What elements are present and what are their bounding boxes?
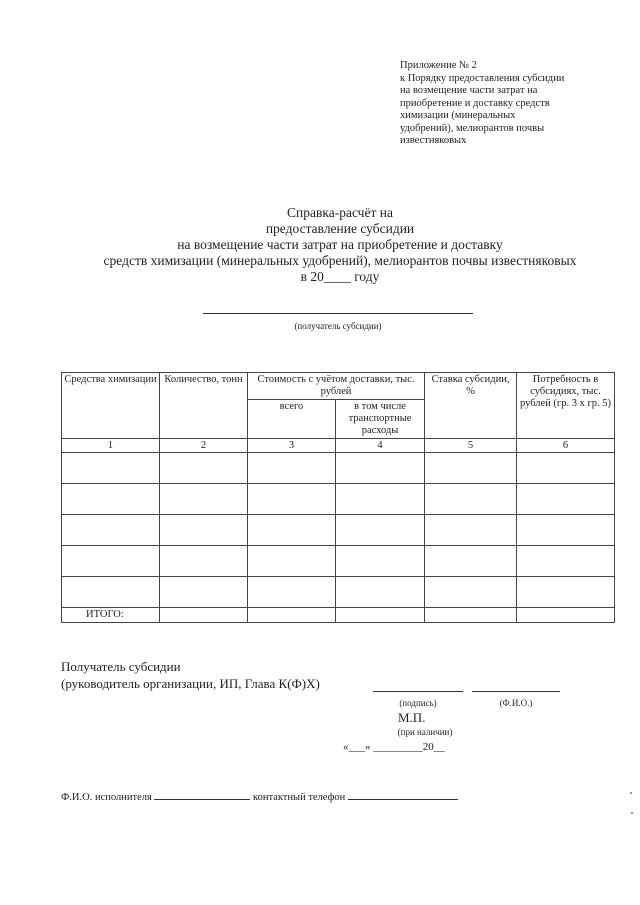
signer-label: Получатель субсидии	[61, 659, 181, 674]
appendix-line: к Порядку предоставления субсидии	[400, 72, 565, 84]
table-cell	[517, 515, 615, 546]
title-line: на возмещение части затрат на приобретение и доставку	[177, 237, 503, 252]
table-cell	[248, 515, 336, 546]
title-line: Справка-расчёт на	[287, 205, 393, 220]
header-cost: Стоимость с учётом доставки, тыс. рублей	[248, 373, 425, 400]
table-cell	[160, 515, 248, 546]
name-fill-line	[472, 691, 560, 692]
table-cell	[248, 608, 336, 623]
header-quantity: Количество, тонн	[160, 373, 248, 439]
table-row	[62, 577, 615, 608]
table-cell	[425, 608, 517, 623]
stamp-caption: (при наличии)	[397, 727, 453, 737]
table-cell	[62, 546, 160, 577]
table-cell	[336, 453, 425, 484]
scan-speck	[631, 812, 633, 814]
column-numbers-row	[62, 439, 615, 453]
table-cell	[517, 484, 615, 515]
title-line: предоставление субсидии	[265, 221, 415, 236]
footer-line	[61, 789, 458, 803]
column-number: 5	[425, 439, 517, 453]
signature-fill-line	[373, 691, 463, 692]
signer-role: (руководитель организации, ИП, Глава К(Ф)Х)	[61, 676, 320, 691]
phone-fill-line	[348, 789, 458, 800]
table-cell	[248, 546, 336, 577]
title-line: в 20____ году	[300, 269, 380, 284]
table-row	[62, 515, 615, 546]
total-label: ИТОГО:	[62, 608, 160, 623]
document-title	[60, 205, 620, 285]
table-cell	[62, 453, 160, 484]
table-cell	[248, 577, 336, 608]
appendix-note	[400, 60, 630, 148]
table-row	[62, 546, 615, 577]
table-cell	[160, 484, 248, 515]
signer-block	[61, 658, 320, 692]
recipient-fill-line	[203, 313, 473, 314]
table-cell	[336, 577, 425, 608]
column-number: 1	[62, 439, 160, 453]
title-line: средств химизации (минеральных удобрений), мелиорантов почвы известняковых	[103, 253, 577, 268]
column-number: 6	[517, 439, 615, 453]
column-number: 3	[248, 439, 336, 453]
table-cell	[160, 546, 248, 577]
table-cell	[62, 484, 160, 515]
appendix-line: Приложение № 2	[400, 60, 477, 71]
table-cell	[248, 484, 336, 515]
table-cell	[425, 546, 517, 577]
header-rate: Ставка субсидии, %	[425, 373, 517, 439]
table-cell	[517, 608, 615, 623]
date-field: «___» _________20__	[343, 741, 445, 753]
scan-speck	[630, 792, 632, 794]
header-chemicals: Средства химизации	[62, 373, 160, 439]
recipient-caption: (получатель субсидии)	[294, 321, 382, 331]
table-cell	[160, 608, 248, 623]
table-cell	[517, 453, 615, 484]
column-number: 4	[336, 439, 425, 453]
appendix-line: на возмещение части затрат на	[400, 85, 538, 96]
table-cell	[248, 453, 336, 484]
appendix-line: известняковых	[400, 135, 467, 146]
table-cell	[160, 577, 248, 608]
table-cell	[62, 515, 160, 546]
name-caption: (Ф.И.О.)	[499, 698, 533, 708]
table-cell	[517, 577, 615, 608]
appendix-line: приобретение и доставку средств	[400, 97, 550, 109]
header-cost-total: всего	[248, 400, 336, 439]
table-cell	[160, 453, 248, 484]
header-need: Потребность в субсидиях, тыс. рублей (гр. 3 х гр. 5)	[517, 373, 615, 439]
table-cell	[336, 546, 425, 577]
signature-caption: (подпись)	[399, 698, 437, 708]
table-cell	[336, 484, 425, 515]
table-cell	[425, 515, 517, 546]
table-row	[62, 453, 615, 484]
appendix-line: удобрений), мелиорантов почвы	[400, 122, 545, 134]
executor-fill-line	[154, 789, 250, 800]
executor-label: Ф.И.О. исполнителя	[61, 792, 152, 803]
table-cell	[425, 577, 517, 608]
table-cell	[62, 577, 160, 608]
header-cost-transport: в том числе транспортные расходы	[336, 400, 425, 439]
table-cell	[517, 546, 615, 577]
phone-label: контактный телефон	[253, 792, 346, 803]
table-cell	[425, 453, 517, 484]
table-cell	[336, 515, 425, 546]
table-cell	[336, 608, 425, 623]
appendix-line: химизации (минеральных	[400, 110, 516, 121]
column-number: 2	[160, 439, 248, 453]
stamp-label: М.П.	[398, 710, 426, 725]
header-row	[62, 373, 615, 400]
table-cell	[425, 484, 517, 515]
total-row	[62, 608, 615, 623]
table-row	[62, 484, 615, 515]
calculation-table	[61, 372, 615, 623]
